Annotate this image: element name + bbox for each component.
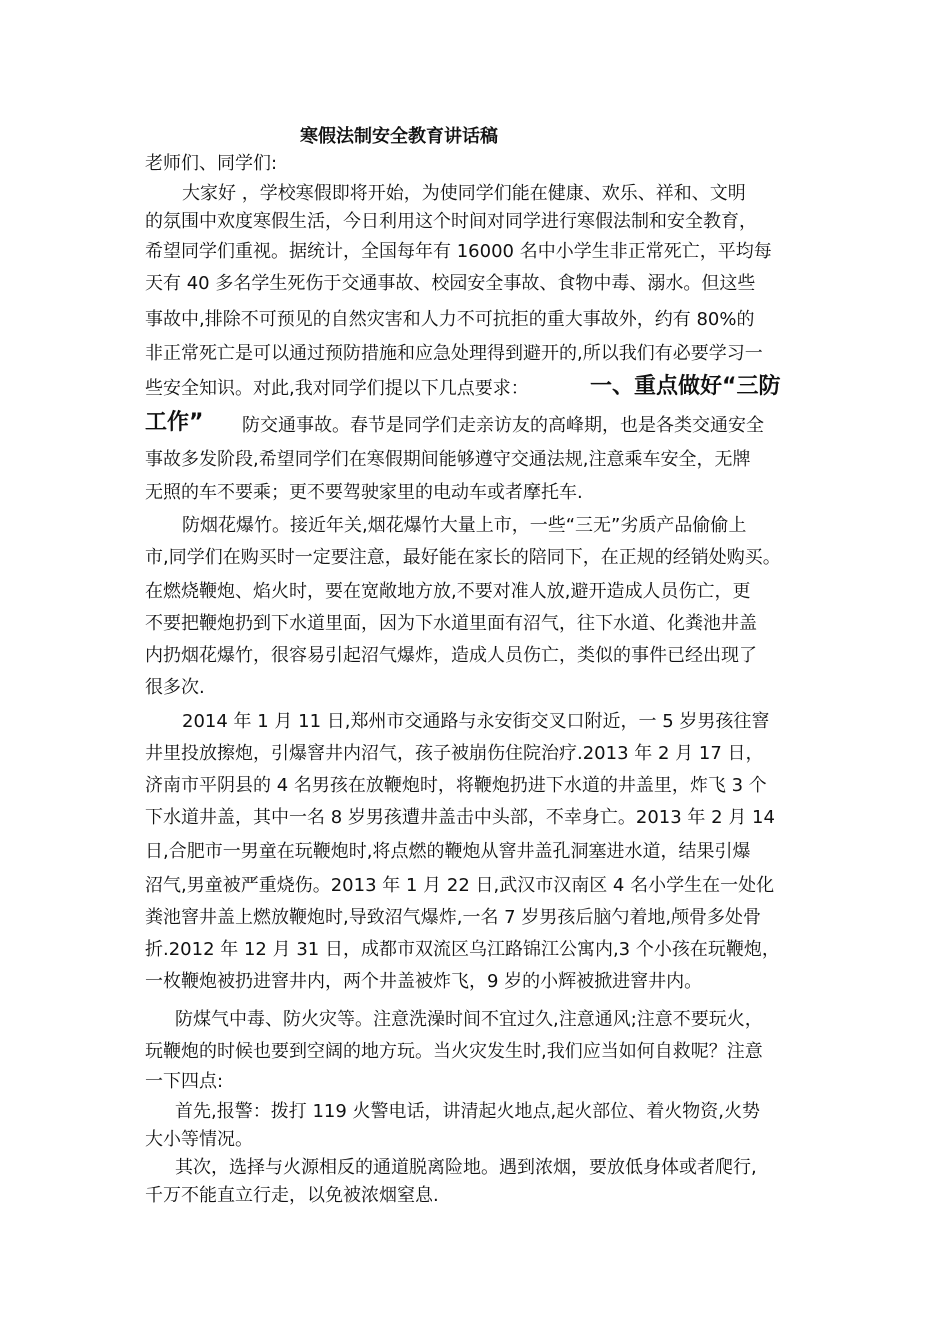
paragraph-line: 沼气,男童被严重烧伤。2013 年 1 月 22 日,武汉市汉南区 4 名小学生在一处化 <box>145 875 775 896</box>
paragraph-line: 在燃烧鞭炮、焰火时，要在宽敞地方放,不要对准人放,避开造成人员伤亡，更 <box>145 581 751 602</box>
paragraph-line: 不要把鞭炮扔到下水道里面，因为下水道里面有沼气，往下水道、化粪池井盖 <box>145 613 757 634</box>
paragraph-line: 大小等情况。 <box>145 1129 253 1150</box>
paragraph-line: 防煤气中毒、防火灾等。注意洗澡时间不宜过久,注意通风;注意不要玩火， <box>175 1009 763 1030</box>
paragraph-line: 防交通事故。春节是同学们走亲访友的高峰期，也是各类交通安全 <box>242 415 764 436</box>
paragraph-line: 内扔烟花爆竹，很容易引起沼气爆炸，造成人员伤亡，类似的事件已经出现了 <box>145 645 757 666</box>
paragraph-line: 的氛围中欢度寒假生活，今日利用这个时间对同学进行寒假法制和安全教育， <box>145 211 757 232</box>
paragraph-line: 井里投放擦炮，引爆窨井内沼气，孩子被崩伤住院治疗.2013 年 2 月 17 日， <box>145 743 764 764</box>
paragraph-line: 千万不能直立行走，以免被浓烟窒息. <box>145 1185 439 1206</box>
paragraph-line: 无照的车不要乘；更不要驾驶家里的电动车或者摩托车. <box>145 482 583 503</box>
greeting: 老师们、同学们: <box>145 153 278 174</box>
paragraph-line: 很多次. <box>145 677 205 698</box>
paragraph-line: 防烟花爆竹。接近年关,烟花爆竹大量上市，一些“三无”劣质产品偷偷上 <box>182 515 747 536</box>
paragraph-line: 事故中,排除不可预见的自然灾害和人力不可抗拒的重大事故外，约有 80%的 <box>145 309 755 330</box>
paragraph-line: 玩鞭炮的时候也要到空阔的地方玩。当火灾发生时,我们应当如何自救呢？注意 <box>145 1041 763 1062</box>
paragraph-line: 折.2012 年 12 月 31 日，成都市双流区乌江路锦江公寓内,3 个小孩在玩鞭炮， <box>145 939 780 960</box>
paragraph-line: 日,合肥市一男童在玩鞭炮时,将点燃的鞭炮从窨井盖孔洞塞进水道，结果引爆 <box>145 841 751 862</box>
section-heading-part1: 一、重点做好“三防 <box>590 374 781 399</box>
paragraph-line: 大家好 ，学校寒假即将开始，为使同学们能在健康、欢乐、祥和、文明 <box>182 183 746 204</box>
paragraph-line: 事故多发阶段,希望同学们在寒假期间能够遵守交通法规,注意乘车安全，无牌 <box>145 449 751 470</box>
paragraph-line: 其次，选择与火源相反的通道脱离险地。遇到浓烟，要放低身体或者爬行, <box>175 1157 757 1178</box>
paragraph-line: 下水道井盖，其中一名 8 岁男孩遭井盖击中头部，不幸身亡。2013 年 2 月 14 <box>145 807 775 828</box>
paragraph-line: 希望同学们重视。据统计，全国每年有 16000 名中小学生非正常死亡，平均每 <box>145 241 772 262</box>
paragraph-line: 天有 40 多名学生死伤于交通事故、校园安全事故、食物中毒、溺水。但这些 <box>145 273 756 294</box>
paragraph-line: 市,同学们在购买时一定要注意，最好能在家长的陪同下，在正规的经销处购买。 <box>145 547 781 568</box>
paragraph-line: 首先,报警：拨打 119 火警电话，讲清起火地点,起火部位、着火物资,火势 <box>175 1101 760 1122</box>
paragraph-line: 粪池窨井盖上燃放鞭炮时,导致沼气爆炸,一名 7 岁男孩后脑勺着地,颅骨多处骨 <box>145 907 762 928</box>
paragraph-line: 一下四点: <box>145 1071 224 1092</box>
paragraph-line: 一枚鞭炮被扔进窨井内，两个井盖被炸飞，9 岁的小辉被掀进窨井内。 <box>145 971 703 992</box>
paragraph-line: 些安全知识。对此,我对同学们提以下几点要求： <box>145 378 529 399</box>
paragraph-line: 2014 年 1 月 11 日,郑州市交通路与永安街交叉口附近，一 5 岁男孩往窨 <box>182 711 770 732</box>
paragraph-line: 济南市平阴县的 4 名男孩在放鞭炮时，将鞭炮扔进下水道的井盖里，炸飞 3 个 <box>145 775 767 796</box>
document-title: 寒假法制安全教育讲话稿 <box>300 126 498 147</box>
paragraph-line: 非正常死亡是可以通过预防措施和应急处理得到避开的,所以我们有必要学习一 <box>145 343 763 364</box>
section-heading-part2: 工作” <box>145 410 204 435</box>
